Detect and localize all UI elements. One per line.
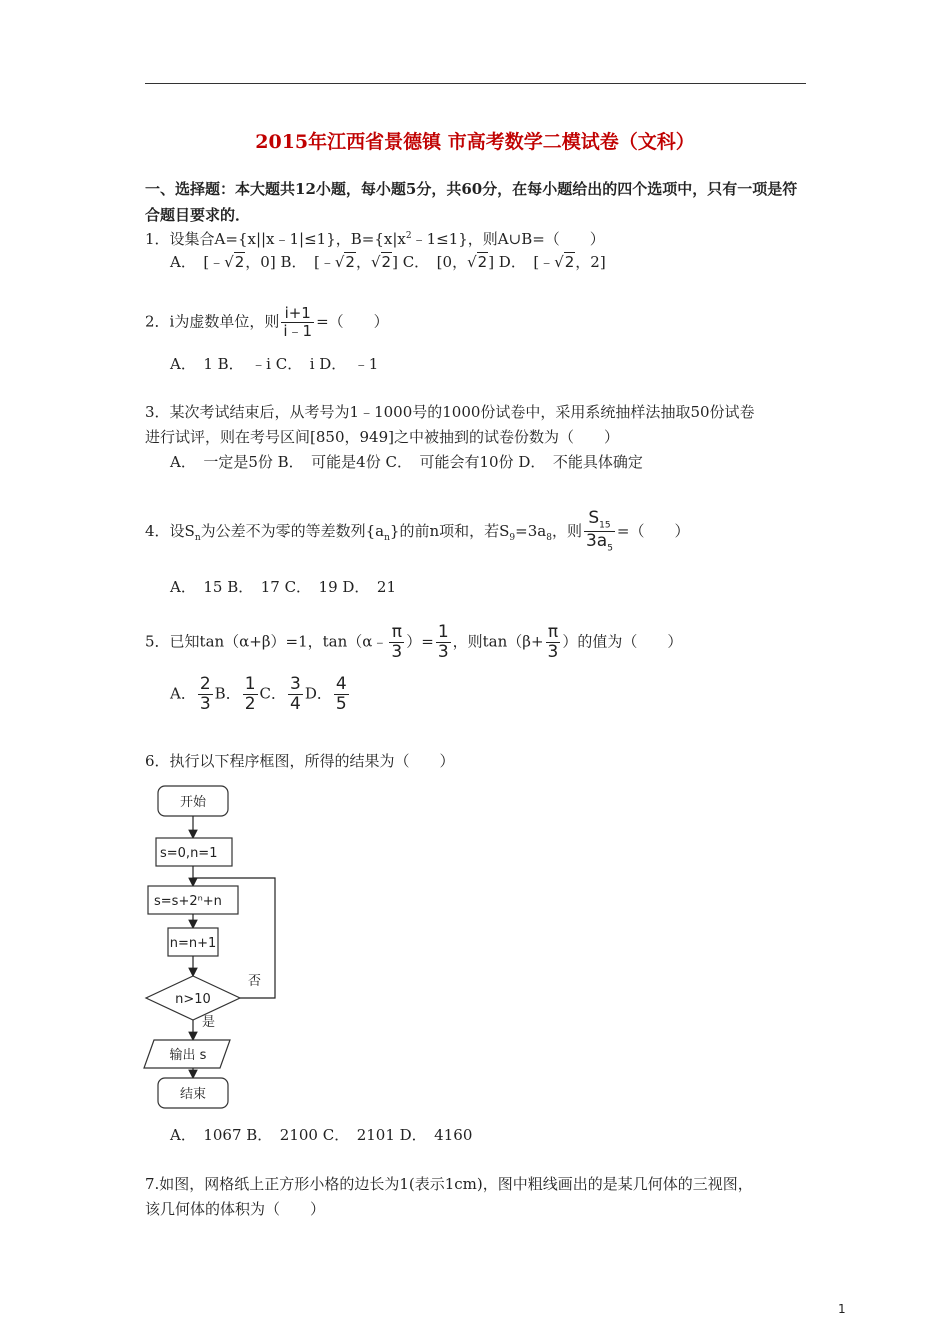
option-fraction — [288, 676, 303, 713]
sqrt-symbol: √2 — [334, 253, 355, 271]
question-2-options: A． 1 B． ﹣i C． i D． ﹣1 — [170, 355, 379, 373]
q4-stem-text: =3a — [515, 521, 547, 540]
fraction-denominator: 4 — [290, 694, 301, 714]
fraction-numerator: 1 — [244, 674, 256, 694]
question-1-options — [170, 251, 606, 272]
question-6-options: A． 1067 B． 2100 C． 2101 D． 4160 — [170, 1126, 473, 1144]
flow-yes-label: 是 — [202, 1015, 216, 1030]
fraction-numerator: 2 — [199, 674, 211, 694]
option-label: A． — [170, 684, 196, 703]
fraction-denominator: 2 — [244, 694, 256, 714]
q1-option-text: ] C． [0， — [392, 253, 468, 271]
fraction-numerator: i+1 — [281, 306, 314, 323]
option-label: D． — [304, 684, 332, 703]
q5-fraction-pi-over-3 — [389, 624, 404, 661]
fraction-denominator: 3a — [585, 531, 608, 552]
sqrt-radicand: 2 — [477, 253, 488, 271]
q1-option-text: ， — [355, 253, 371, 271]
fraction-numerator: S — [588, 508, 600, 528]
q5-stem-text: ，则tan（β+ — [452, 632, 544, 651]
q5-stem-text: ）= — [406, 632, 434, 651]
question-4-stem — [145, 510, 690, 554]
flow-end-label: 结束 — [179, 1087, 207, 1102]
sqrt-symbol: √2 — [224, 253, 245, 271]
flowchart — [140, 780, 290, 1115]
subscript: n — [384, 532, 390, 543]
q4-stem-text: ，则 — [551, 521, 582, 540]
fraction-denominator: i﹣1 — [283, 322, 313, 340]
page-title: 2015年江西省景德镇 市高考数学二模试卷（文科） — [255, 131, 695, 153]
question-5-stem — [145, 624, 682, 661]
q4-stem-text: =（ ） — [616, 521, 690, 540]
q1-option-text: ] D． [﹣ — [488, 253, 555, 271]
question-3-options: A． 一定是5份 B． 可能是4份 C． 可能会有10份 D． 不能具体确定 — [170, 453, 643, 471]
q2-stem-text: =（ ） — [316, 312, 389, 331]
question-2-stem — [145, 306, 389, 339]
fraction-denominator: 3 — [391, 642, 403, 662]
fraction-denominator: 3 — [547, 642, 559, 662]
sqrt-radicand: 2 — [234, 253, 245, 271]
q4-stem-text: }的前n项和，若S — [389, 521, 510, 540]
sqrt-radicand: 2 — [564, 253, 575, 271]
subscript: 5 — [607, 543, 613, 554]
q1-stem-part: 1．设集合A={x||x﹣1|≤1}，B={x|x — [145, 230, 406, 248]
question-3-line-2: 进行试评，则在考号区间[850，949]之中被抽到的试卷份数为（ ） — [145, 428, 619, 446]
q2-fraction — [281, 306, 314, 339]
question-5-options — [170, 676, 351, 713]
fraction-denominator: 3 — [437, 642, 449, 662]
sqrt-symbol: √2 — [554, 253, 575, 271]
q4-stem-text: 4．设S — [145, 521, 195, 540]
sqrt-symbol: √2 — [370, 253, 392, 271]
flow-init-label: s=0,n=1 — [160, 846, 218, 861]
sqrt-radicand: 2 — [381, 253, 392, 271]
fraction-numerator: 1 — [437, 622, 449, 642]
flow-update-s-label: s=s+2ⁿ+n — [154, 894, 222, 909]
page-number: 1 — [838, 1302, 846, 1316]
q5-stem-text: ）的值为（ ） — [562, 632, 683, 651]
fraction-numerator: π — [389, 624, 404, 643]
option-fraction — [243, 676, 258, 713]
q4-fraction — [584, 510, 615, 554]
flow-output-label: 输出 s — [169, 1048, 207, 1063]
question-7-line-2: 该几何体的体积为（ ） — [145, 1200, 326, 1218]
fraction-denominator: 3 — [199, 694, 211, 714]
question-3-line-1: 3．某次考试结束后，从考号为1﹣1000号的1000份试卷中，采用系统抽样法抽取50份试卷 — [145, 403, 755, 421]
fraction-denominator: 5 — [335, 694, 347, 714]
flow-update-n-label: n=n+1 — [169, 936, 217, 951]
q1-stem-part: ﹣1≤1}，则A∪B=（ ） — [411, 230, 605, 248]
q1-option-text: A． [﹣ — [170, 253, 225, 271]
option-label: B． — [214, 684, 241, 703]
header-rule — [145, 83, 806, 84]
fraction-numerator: π — [546, 624, 561, 643]
question-4-options: A． 15 B． 17 C． 19 D． 21 — [170, 578, 397, 596]
q1-option-text: ，0] B． [﹣ — [245, 253, 335, 271]
flow-decision-label: n>10 — [175, 992, 211, 1007]
question-7-line-1: 7.如图，网格纸上正方形小格的边长为1(表示1cm)，图中粗线画出的是某几何体的三视图， — [145, 1175, 753, 1193]
q2-stem-text: 2．i为虚数单位，则 — [145, 312, 280, 331]
fraction-numerator: 3 — [290, 674, 301, 694]
subscript: 9 — [509, 532, 516, 543]
subscript: 8 — [546, 532, 552, 543]
q5-fraction-pi-over-3 — [546, 624, 561, 661]
question-1-stem — [145, 228, 605, 249]
option-fraction — [198, 676, 213, 713]
q1-exponent: 2 — [405, 231, 412, 241]
q5-fraction-one-third — [436, 624, 451, 661]
q4-stem-text: 为公差不为零的等差数列{a — [200, 521, 385, 540]
option-fraction — [334, 676, 349, 713]
q1-option-text: ，2] — [575, 253, 606, 271]
subscript: 15 — [599, 520, 611, 531]
subscript: n — [194, 532, 201, 543]
section-heading: 一、选择题：本大题共12小题，每小题5分，共60分，在每小题给出的四个选项中，只有一项是符合题目要求的． — [145, 180, 798, 224]
sqrt-radicand: 2 — [345, 253, 355, 271]
question-6-stem: 6．执行以下程序框图，所得的结果为（ ） — [145, 752, 455, 770]
flow-start-label: 开始 — [179, 795, 207, 810]
fraction-numerator: 4 — [335, 674, 347, 694]
option-label: C． — [259, 684, 287, 703]
sqrt-symbol: √2 — [467, 253, 488, 271]
flow-no-label: 否 — [248, 974, 262, 989]
q5-stem-text: 5．已知tan（α+β）=1，tan（α﹣ — [145, 632, 388, 651]
